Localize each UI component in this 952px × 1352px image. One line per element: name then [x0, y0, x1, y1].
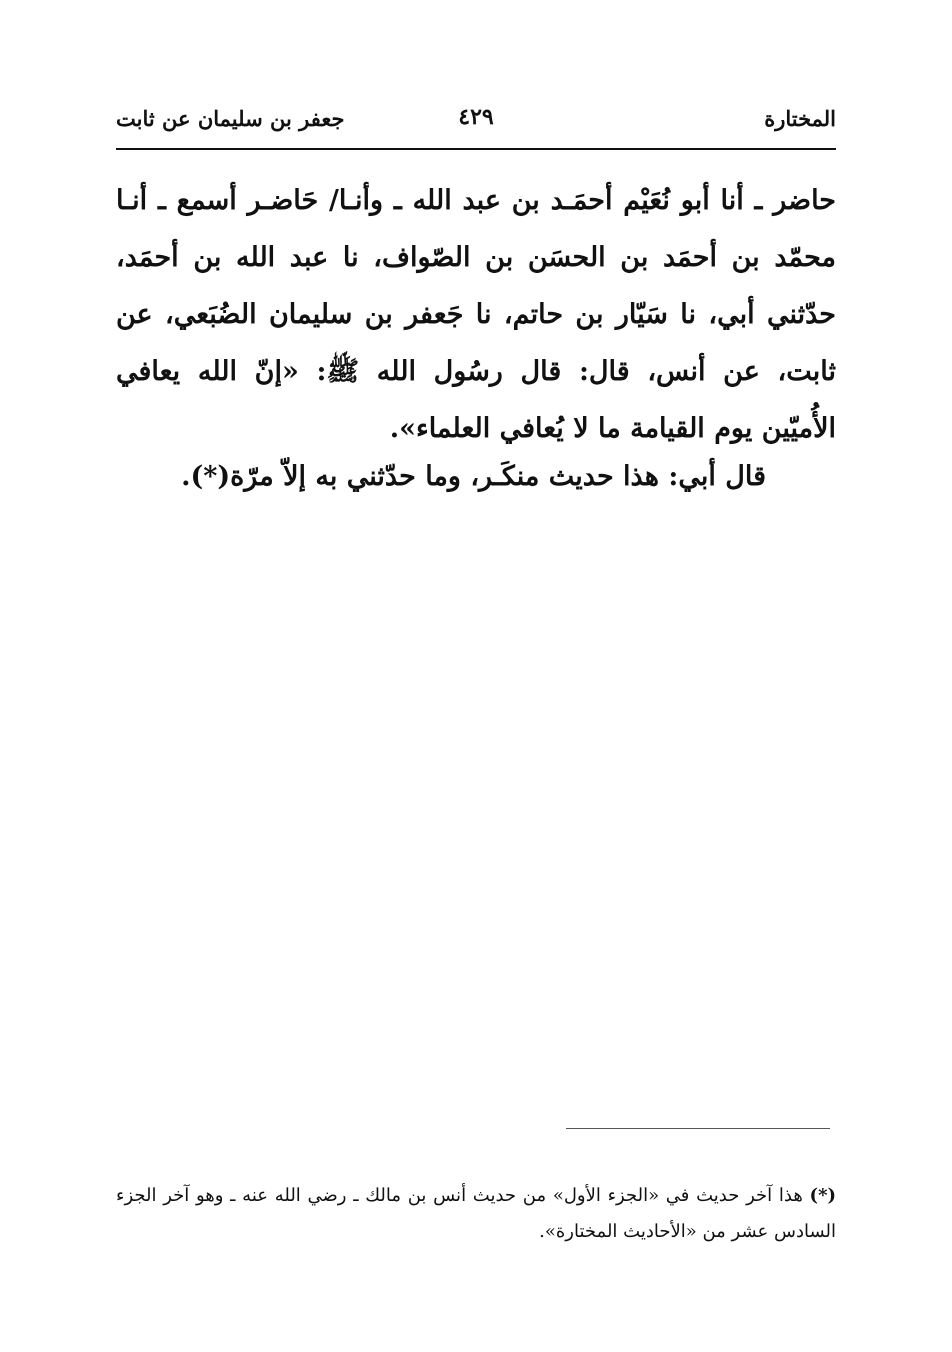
- hadith-paragraph: حاضر ـ أنا أبو نُعَيْم أحمَـد بن عبد الله ـ وأنـا/ حَاضـر أسمع ـ أنـا محمّد بن أحمَد بن الحسَن بن الصّواف، نا عبد الله بن أحمَد، حدّثني أبي، نا سَيّار بن حاتم، نا جَعفر بن سليمان الضُبَعي، عن ثابت، عن أنس، قال: قال رسُول الله ﷺ: «إنّ الله يعافي الأُميّين يوم القيامة ما لا يُعافي العلماء».: [116, 185, 836, 444]
- footnote-text: هذا آخر حديث في «الجزء الأول» من حديث أنس بن مالك ـ رضي الله عنه ـ وهو آخر الجزء السادس عشر من «الأحاديث المختارة».: [116, 1185, 836, 1242]
- page-number: ٤٢٩: [458, 104, 494, 130]
- page-header: [116, 100, 836, 144]
- main-text: [116, 172, 836, 457]
- footnote-marker: (*): [809, 1185, 836, 1206]
- footnote: [116, 1178, 836, 1250]
- book-title: المختارة: [764, 106, 836, 131]
- commentary-paragraph: قال أبي: هذا حديث منكَـر، وما حدّثني به إلاّ مرّة(*).: [181, 461, 766, 492]
- header-rule: [116, 148, 836, 150]
- footnote-rule: [566, 1128, 830, 1129]
- section-title: جعفر بن سليمان عن ثابت: [116, 106, 345, 131]
